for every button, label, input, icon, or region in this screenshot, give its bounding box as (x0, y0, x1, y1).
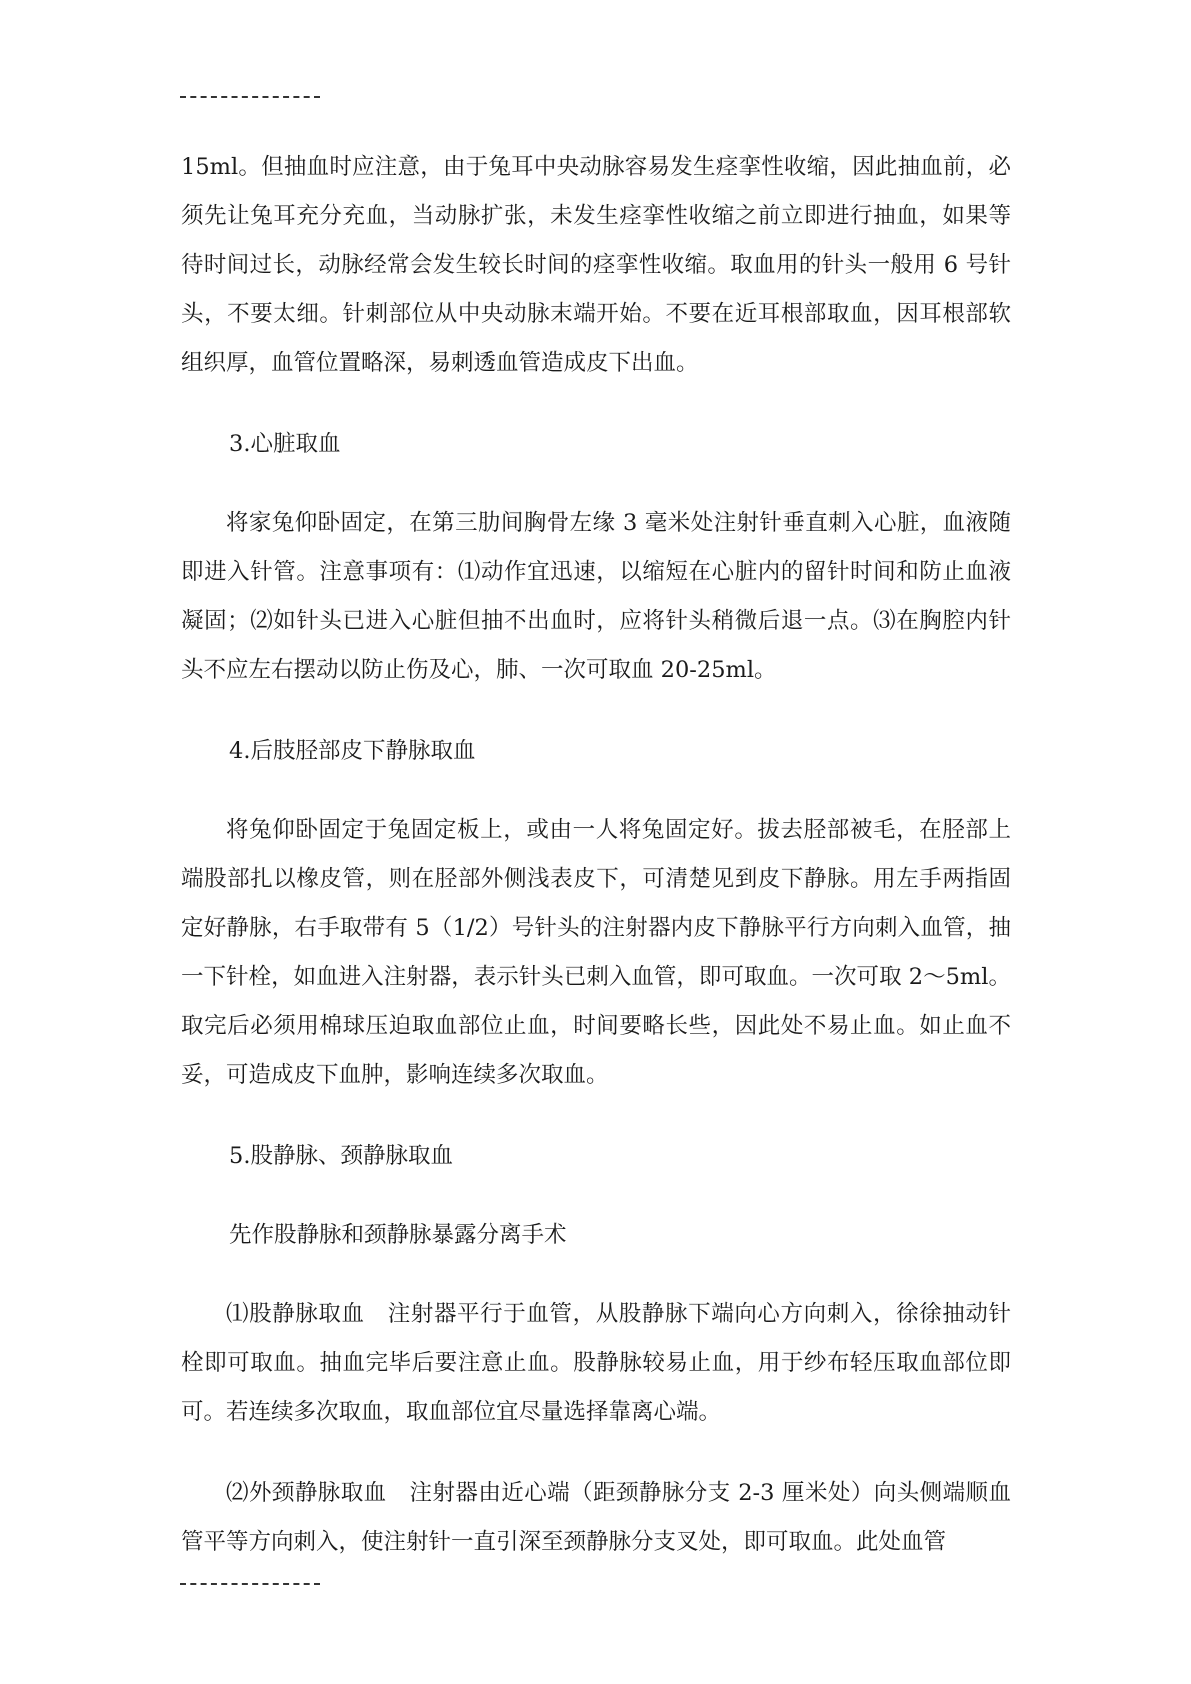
header-dashed-rule (180, 96, 320, 98)
paragraph-external-jugular-vein: ⑵外颈静脉取血 注射器由近心端（距颈静脉分支 2-3 厘米处）向头侧端顺血管平等方向刺入，使注射针一直引深至颈静脉分支叉处，即可取血。此处血管 (181, 1480, 1011, 1555)
paragraph-ear-artery-continuation: 15ml。但抽血时应注意，由于兔耳中央动脉容易发生痉挛性收缩，因此抽血前，必须先让兔耳充分充血，当动脉扩张，未发生痉挛性收缩之前立即进行抽血，如果等待时间过长，动脉经常会发生较长时间的痉挛性收缩。取血用的针头一般用 6 号针头，不要太细。针刺部位从中央动脉末端开始。不要在近耳根部取血，因耳根部软组织厚，血管位置略深，易刺透血管造成皮下出血。 (181, 154, 1011, 376)
subheading-exposure-surgery: 先作股静脉和颈静脉暴露分离手术 (229, 1222, 567, 1248)
footer-dashed-rule (180, 1583, 320, 1585)
section-heading-hindlimb-vein: 4.后肢胫部皮下静脉取血 (229, 738, 476, 764)
document-body (181, 143, 1011, 1599)
paragraph-femoral-vein: ⑴股静脉取血 注射器平行于血管，从股静脉下端向心方向刺入，徐徐抽动针栓即可取血。抽血完毕后要注意止血。股静脉较易止血，用于纱布轻压取血部位即可。若连续多次取血，取血部位宜尽量选择靠离心端。 (181, 1301, 1011, 1425)
paragraph-hindlimb-vein: 将兔仰卧固定于兔固定板上，或由一人将兔固定好。拔去胫部被毛，在胫部上端股部扎以橡皮管，则在胫部外侧浅表皮下，可清楚见到皮下静脉。用左手两指固定好静脉，右手取带有 5（1/2）号针头的注射器内皮下静脉平行方向刺入血管，抽一下针栓，如血进入注射器，表示针头已刺入血管，即可取血。一次可取 2～5ml。取完后必须用棉球压迫取血部位止血，时间要略长些，因此处不易止血。如止血不妥，可造成皮下血肿，影响连续多次取血。 (181, 817, 1011, 1088)
section-heading-heart: 3.心脏取血 (229, 431, 341, 457)
section-heading-femoral-jugular: 5.股静脉、颈静脉取血 (229, 1143, 453, 1169)
paragraph-heart: 将家兔仰卧固定，在第三肋间胸骨左缘 3 毫米处注射针垂直刺入心脏，血液随即进入针管。注意事项有：⑴动作宜迅速，以缩短在心脏内的留针时间和防止血液凝固；⑵如针头已进入心脏但抽不出血时，应将针头稍微后退一点。⑶在胸腔内针头不应左右摆动以防止伤及心，肺、一次可取血 20-25ml。 (181, 510, 1011, 683)
